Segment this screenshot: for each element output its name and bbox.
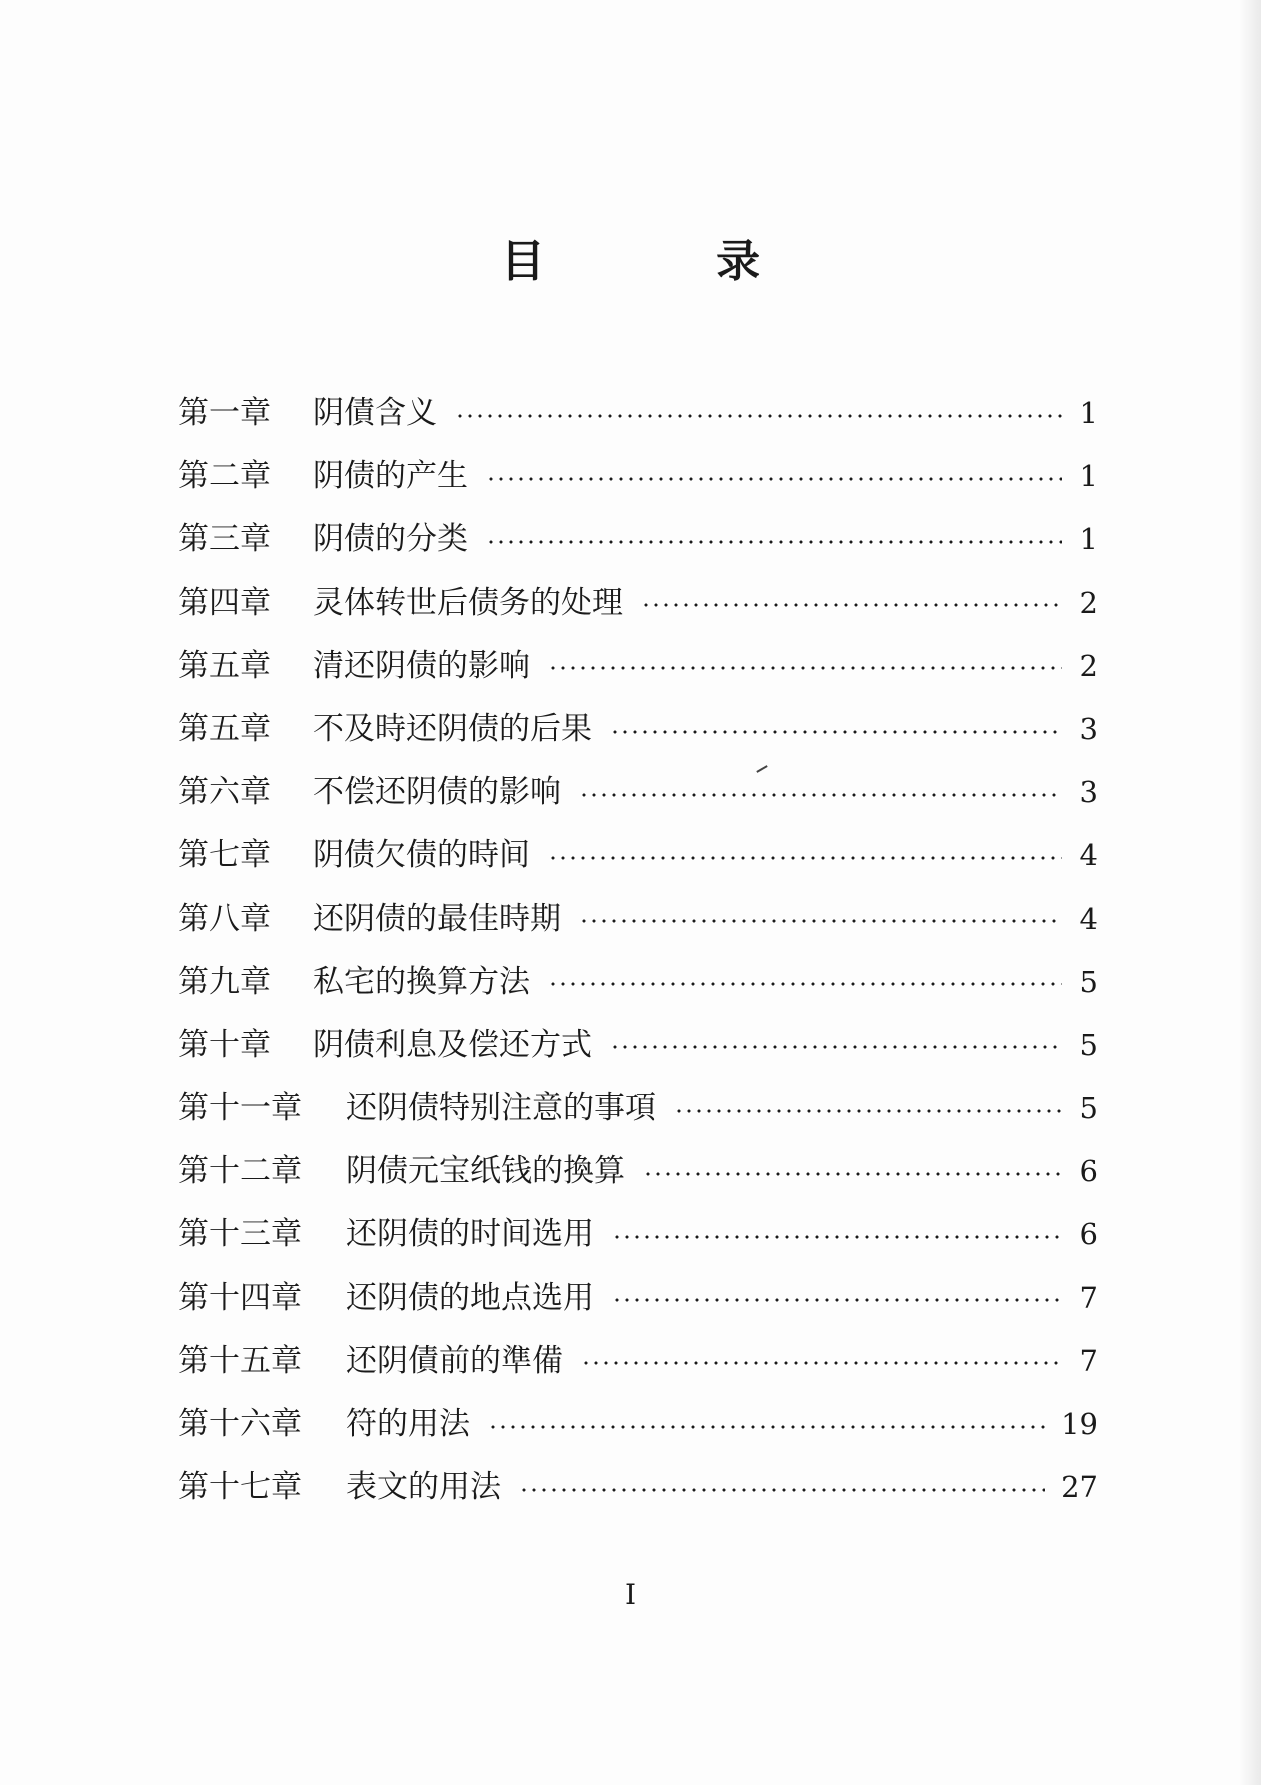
- toc-entry-title: 不及時还阴债的后果: [313, 710, 592, 747]
- toc-leader-dots: [612, 1298, 1062, 1302]
- toc-leader-dots: [610, 730, 1062, 734]
- toc-entry-title: 阴债元宝纸钱的換算: [346, 1153, 625, 1190]
- toc-leader-dots: [486, 477, 1062, 481]
- toc-leader-dots: [579, 919, 1062, 923]
- toc-leader-dots: [641, 603, 1062, 607]
- toc-page-number: 3: [1079, 775, 1098, 810]
- toc-entry-title: 符的用法: [346, 1406, 470, 1442]
- toc-page-number: 6: [1079, 1154, 1098, 1189]
- table-of-contents: [178, 382, 1098, 1519]
- toc-chapter-label: 第四章: [178, 584, 271, 621]
- toc-entry-title: 还阴债的地点选用: [346, 1279, 594, 1316]
- toc-chapter-label: 第九章: [178, 963, 271, 1000]
- toc-page-number: 6: [1079, 1217, 1098, 1252]
- toc-chapter-label: 第五章: [178, 710, 271, 747]
- toc-page-number: 7: [1079, 1343, 1098, 1378]
- toc-page-number: 27: [1061, 1470, 1098, 1505]
- toc-entry-title: 灵体转世后债务的处理: [313, 584, 623, 621]
- toc-leader-dots: [643, 1172, 1062, 1176]
- toc-entry[interactable]: [178, 508, 1098, 571]
- toc-chapter-label: 第十章: [178, 1026, 271, 1063]
- toc-chapter-label: 第一章: [178, 395, 271, 431]
- toc-leader-dots: [581, 1361, 1062, 1365]
- toc-chapter-label: 第十一章: [178, 1090, 302, 1127]
- toc-entry-title: 还阴债的最佳時期: [313, 900, 561, 937]
- toc-entry-title: 阴债欠债的時间: [313, 837, 530, 874]
- toc-leader-dots: [612, 1235, 1062, 1239]
- toc-chapter-label: 第六章: [178, 774, 271, 811]
- toc-leader-dots: [519, 1488, 1045, 1492]
- toc-page-number: 1: [1079, 522, 1098, 557]
- toc-leader-dots: [610, 1045, 1062, 1049]
- toc-leader-dots: [548, 856, 1062, 860]
- toc-entry-title: 清还阴债的影响: [313, 647, 530, 684]
- toc-page-number: 2: [1079, 585, 1098, 620]
- toc-entry[interactable]: [178, 698, 1098, 761]
- toc-entry-title: 阴债利息及偿还方式: [313, 1026, 592, 1063]
- toc-chapter-label: 第七章: [178, 837, 271, 874]
- toc-chapter-label: 第十四章: [178, 1279, 302, 1316]
- toc-entry-title: 还阴债的时间选用: [346, 1216, 594, 1253]
- toc-leader-dots: [579, 793, 1062, 797]
- toc-leader-dots: [548, 982, 1062, 986]
- toc-entry[interactable]: [178, 572, 1098, 635]
- toc-chapter-label: 第十三章: [178, 1216, 302, 1253]
- toc-leader-dots: [488, 1425, 1045, 1429]
- toc-entry[interactable]: [178, 951, 1098, 1014]
- toc-entry[interactable]: [178, 888, 1098, 951]
- toc-entry-title: 还阴債前的準備: [346, 1342, 563, 1379]
- toc-page-number: 7: [1079, 1280, 1098, 1315]
- toc-page-number: 5: [1079, 1091, 1098, 1126]
- toc-entry[interactable]: [178, 635, 1098, 698]
- toc-entry-title: 阴债的产生: [313, 458, 468, 495]
- toc-entry-title: 阴債含义: [313, 395, 437, 431]
- toc-entry[interactable]: [178, 824, 1098, 887]
- toc-entry[interactable]: [178, 761, 1098, 824]
- toc-entry-title: 不偿还阴债的影响: [313, 774, 561, 811]
- toc-leader-dots: [674, 1109, 1062, 1113]
- toc-page-number: 5: [1079, 964, 1098, 999]
- toc-entry[interactable]: [178, 445, 1098, 508]
- toc-page-number: 2: [1079, 648, 1098, 683]
- toc-page-number: 5: [1079, 1027, 1098, 1062]
- footer-page-number: I: [624, 1578, 637, 1611]
- toc-page-number: 3: [1079, 711, 1098, 746]
- toc-entry-title: 表文的用法: [346, 1469, 501, 1506]
- toc-chapter-label: 第八章: [178, 900, 271, 937]
- toc-entry[interactable]: [178, 1077, 1098, 1140]
- toc-page-number: 4: [1079, 838, 1098, 873]
- toc-entry[interactable]: [178, 1140, 1098, 1203]
- toc-entry-title: 还阴债特别注意的事項: [346, 1090, 656, 1127]
- toc-entry[interactable]: [178, 1393, 1098, 1456]
- toc-chapter-label: 第十七章: [178, 1469, 302, 1506]
- toc-chapter-label: 第二章: [178, 458, 271, 495]
- toc-entry-title: 阴债的分类: [313, 521, 468, 558]
- toc-entry[interactable]: [178, 1203, 1098, 1266]
- toc-entry[interactable]: [178, 1267, 1098, 1330]
- toc-chapter-label: 第十二章: [178, 1153, 302, 1190]
- toc-leader-dots: [548, 666, 1062, 670]
- toc-page-number: 19: [1061, 1407, 1098, 1441]
- toc-entry[interactable]: [178, 382, 1098, 445]
- toc-page-number: 1: [1079, 396, 1098, 430]
- toc-chapter-label: 第三章: [178, 521, 271, 558]
- toc-page-number: 4: [1079, 901, 1098, 936]
- toc-page-number: 1: [1079, 459, 1098, 494]
- toc-chapter-label: 第十六章: [178, 1406, 302, 1442]
- toc-leader-dots: [486, 540, 1062, 544]
- toc-leader-dots: [455, 414, 1062, 418]
- toc-entry[interactable]: [178, 1456, 1098, 1519]
- toc-entry[interactable]: [178, 1330, 1098, 1393]
- toc-entry[interactable]: [178, 1014, 1098, 1077]
- toc-entry-title: 私宅的換算方法: [313, 963, 530, 1000]
- toc-chapter-label: 第五章: [178, 647, 271, 684]
- toc-chapter-label: 第十五章: [178, 1342, 302, 1379]
- page-title: 目 录: [500, 236, 839, 287]
